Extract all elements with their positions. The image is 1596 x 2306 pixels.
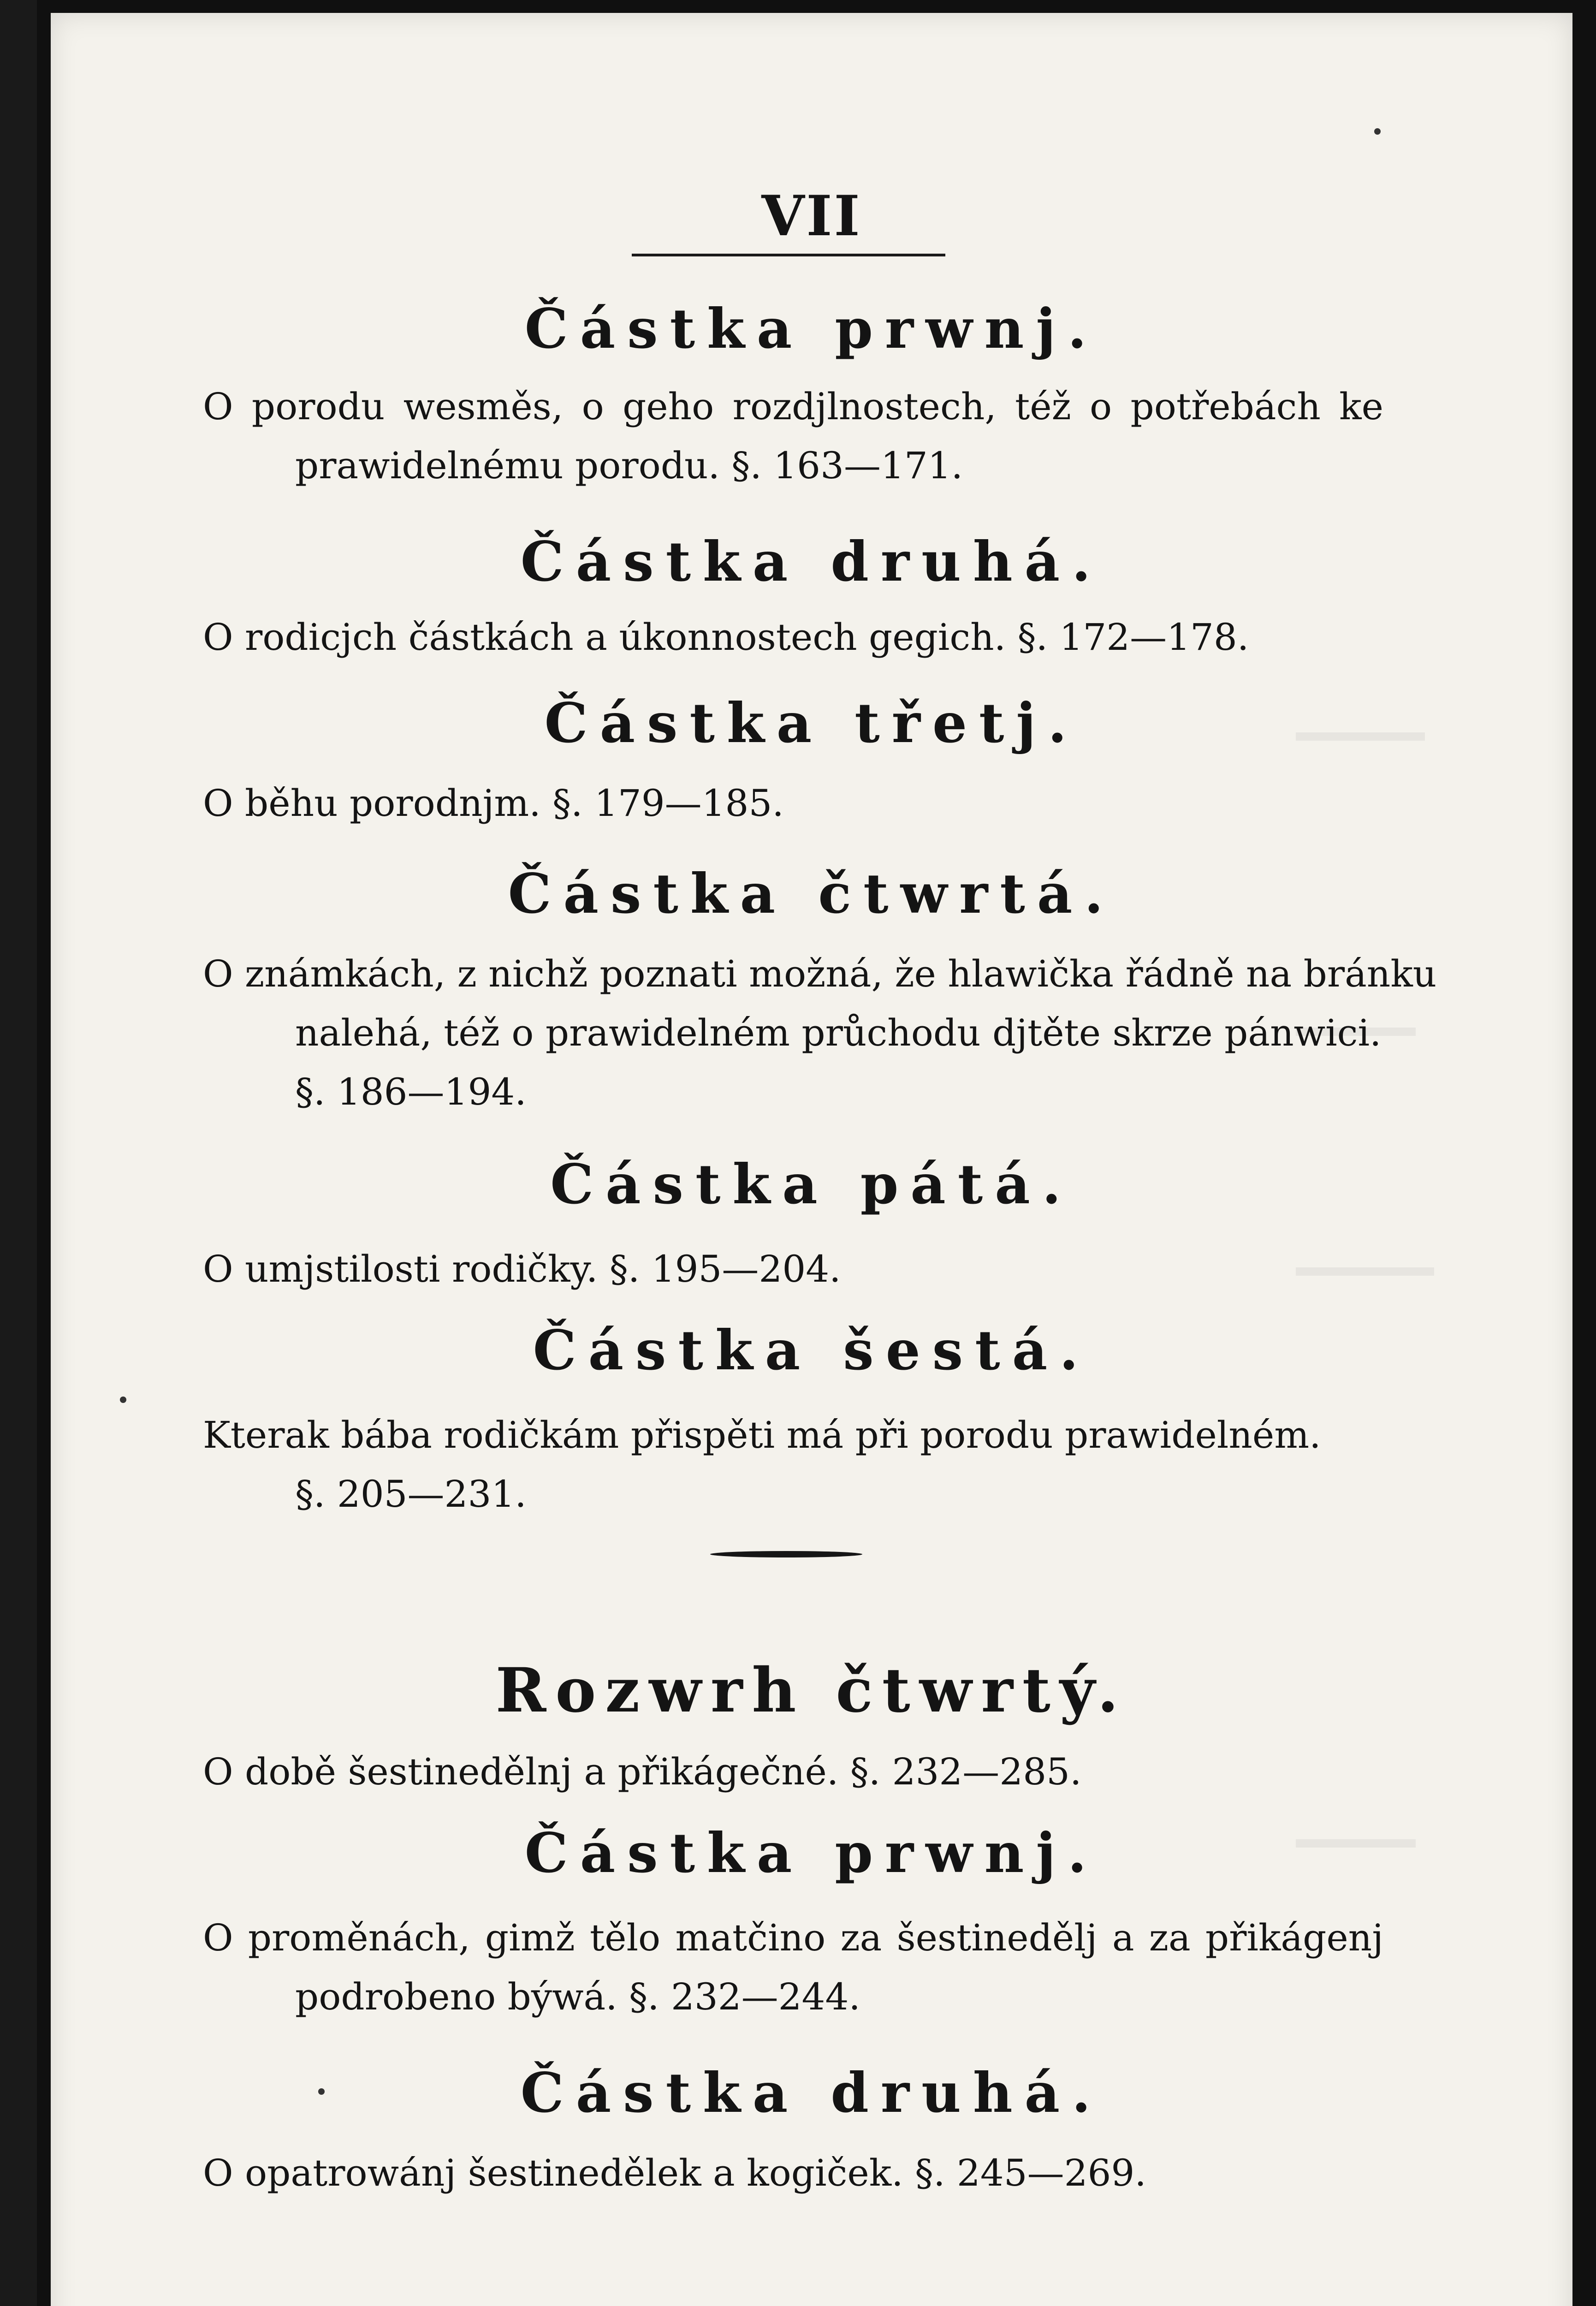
section-entry [203,608,1383,667]
section-heading: Částka čtwrtá. [508,862,1115,926]
entry-line: O době šestinedělnj a přikágečné. §. 232—285. [203,1750,1082,1793]
section-heading: Částka prwnj. [524,297,1099,361]
section-entry [203,1742,1383,1801]
section-entry [203,1406,1383,1524]
section-entry [203,377,1383,495]
book-page [51,13,1572,2306]
entry-line: Kterak bába rodičkám přispěti má při porodu prawidelném. [203,1414,1321,1456]
section-entry [203,1908,1383,2027]
section-entry [203,774,1383,833]
entry-line: O běhu porodnjm. §. 179—185. [203,782,784,825]
section-entry [203,1240,1383,1299]
section-divider [710,1551,862,1557]
section-entry [203,945,1437,1122]
page-number-rule [632,254,945,256]
section-heading: Částka druhá. [520,529,1103,594]
scan-edge [0,0,37,2306]
entry-line: §. 205—231. [295,1473,527,1516]
entry-line: O proměnách, gimž tělo matčino za šestinedělj a za přikágenj [203,1916,1383,1959]
entry-line: prawidelnému porodu. §. 163—171. [295,444,963,487]
section-heading: Částka pátá. [550,1152,1073,1216]
entry-line: O opatrowánj šestinedělek a kogiček. §. 245—269. [203,2151,1146,2194]
section-heading: Částka třetj. [544,691,1079,755]
entry-line: O známkách, z nichž poznati možná, že hlawička řádně na bránku [203,952,1437,995]
section-heading: Částka prwnj. [524,1821,1099,1885]
page-number: VII [761,184,862,249]
entry-line: podrobeno býwá. §. 232—244. [295,1975,860,2018]
part-heading: Rozwrh čtwrtý. [495,1655,1128,1726]
entry-line: O porodu wesměs, o geho rozdjlnostech, též o potřebách ke [203,385,1383,428]
entry-line: O umjstilosti rodičky. §. 195—204. [203,1248,841,1290]
section-heading: Částka druhá. [520,2061,1103,2125]
page-content [51,13,1572,2306]
entry-line: §. 186—194. [295,1070,527,1113]
section-heading: Částka šestá. [533,1318,1091,1382]
entry-line: nalehá, též o prawidelném průchodu djtěte skrze pánwici. [295,1011,1382,1054]
entry-line: O rodicjch částkách a úkonnostech gegich. §. 172—178. [203,616,1249,659]
section-entry [203,2144,1383,2203]
